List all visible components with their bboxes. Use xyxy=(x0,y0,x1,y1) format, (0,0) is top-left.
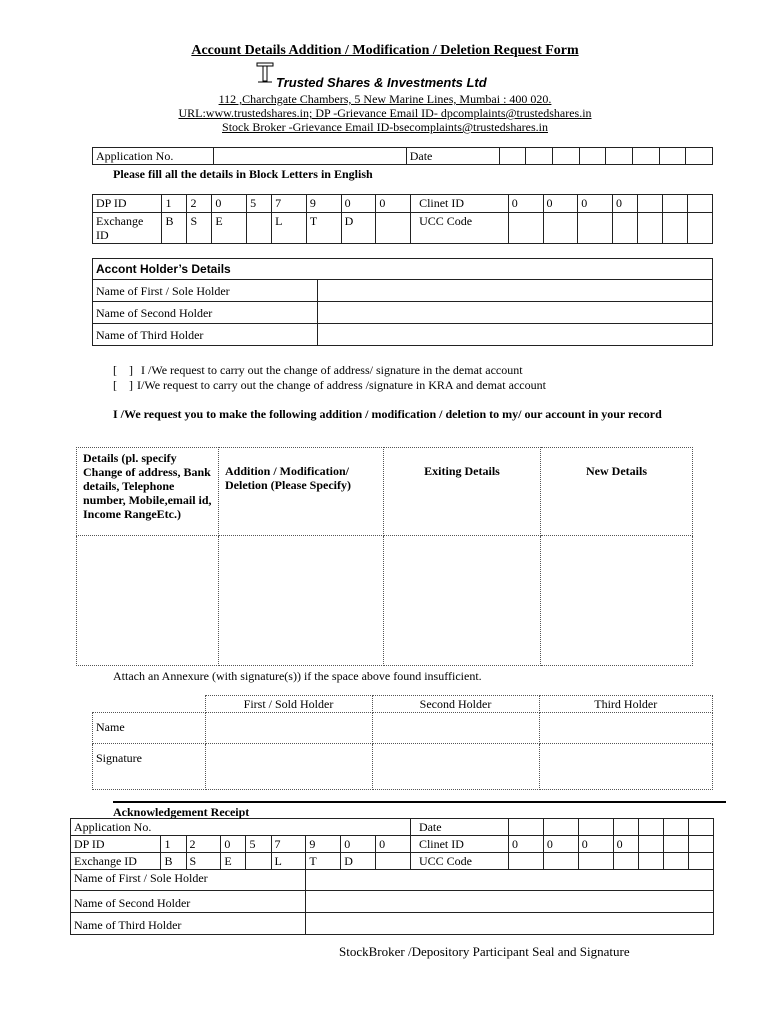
second-holder-column: Second Holder xyxy=(372,696,539,713)
ack-dp-id-digit[interactable]: 2 xyxy=(186,836,221,853)
ack-date-box[interactable] xyxy=(613,819,638,836)
ucc-box[interactable] xyxy=(543,213,578,244)
first-holder-column: First / Sold Holder xyxy=(205,696,372,713)
client-id-digit[interactable]: 0 xyxy=(543,195,578,213)
ack-date-label: Date xyxy=(410,819,508,836)
dp-id-digit[interactable]: 7 xyxy=(272,195,307,213)
ack-ucc-box[interactable] xyxy=(543,853,578,870)
broker-grievance-line: Stock Broker -Grievance Email ID-bsecomplaints@trustedshares.in xyxy=(222,120,548,134)
company-name: Trusted Shares & Investments Ltd xyxy=(276,75,487,90)
dp-id-table xyxy=(92,194,713,244)
ack-exchange-id-char[interactable]: S xyxy=(186,853,221,870)
request-checkbox-2[interactable]: [ ] xyxy=(113,378,133,392)
third-holder-field[interactable] xyxy=(318,324,713,346)
date-label: Date xyxy=(406,148,499,165)
cut-line xyxy=(113,801,726,803)
client-id-digit[interactable]: 0 xyxy=(612,195,637,213)
form-title: Account Details Addition / Modification / Deletion Request Form xyxy=(191,43,579,58)
ack-dp-id-digit[interactable]: 7 xyxy=(271,836,306,853)
ack-third-holder-label: Name of Third Holder xyxy=(71,913,306,935)
client-id-digit[interactable] xyxy=(662,195,687,213)
ucc-box[interactable] xyxy=(687,213,712,244)
second-holder-signature-field[interactable] xyxy=(372,744,539,790)
ack-client-id-digit[interactable]: 0 xyxy=(543,836,578,853)
ack-client-id-digit[interactable] xyxy=(663,836,688,853)
ucc-box[interactable] xyxy=(662,213,687,244)
ack-client-id-digit[interactable] xyxy=(688,836,713,853)
holder-details-title: Accont Holder’s Details xyxy=(93,259,713,280)
ack-dp-id-label: DP ID xyxy=(71,836,161,853)
request-statement: I /We request you to make the following addition / modification / deletion to my/ our account in your record xyxy=(113,407,662,421)
action-column-header: Addition / Modification/ Deletion (Please Specify) xyxy=(219,448,384,536)
ack-client-id-label: Clinet ID xyxy=(410,836,508,853)
third-holder-name-field[interactable] xyxy=(539,713,713,744)
first-holder-field[interactable] xyxy=(318,280,713,302)
date-box[interactable] xyxy=(526,148,553,165)
application-no-label: Application No. xyxy=(93,148,214,165)
ack-table xyxy=(70,818,714,935)
application-no-field[interactable] xyxy=(213,148,406,165)
date-box[interactable] xyxy=(579,148,606,165)
ack-ucc-box[interactable] xyxy=(578,853,613,870)
dp-id-digit[interactable]: 1 xyxy=(162,195,187,213)
existing-details-header: Exiting Details xyxy=(384,448,541,536)
ack-ucc-box[interactable] xyxy=(509,853,544,870)
ack-date-box[interactable] xyxy=(638,819,663,836)
company-address: 112 ,Charchgate Chambers, 5 New Marine Lines, Mumbai : 400 020. xyxy=(218,92,552,106)
date-box[interactable] xyxy=(552,148,579,165)
ack-dp-id-digit[interactable]: 5 xyxy=(246,836,271,853)
ack-date-box[interactable] xyxy=(543,819,578,836)
dp-id-digit[interactable]: 0 xyxy=(212,195,247,213)
exchange-id-label: Exchange ID xyxy=(93,213,162,244)
ack-dp-id-digit[interactable]: 0 xyxy=(341,836,376,853)
ack-client-id-digit[interactable]: 0 xyxy=(613,836,638,853)
ack-first-holder-label: Name of First / Sole Holder xyxy=(71,870,306,891)
holder-details-table xyxy=(92,258,713,346)
ack-exchange-id-char[interactable]: D xyxy=(341,853,376,870)
ack-exchange-id-char[interactable]: L xyxy=(271,853,306,870)
ack-exchange-id-char[interactable] xyxy=(246,853,271,870)
ack-exchange-id-char[interactable]: B xyxy=(161,853,186,870)
date-box[interactable] xyxy=(499,148,526,165)
ack-ucc-box[interactable] xyxy=(688,853,713,870)
exchange-id-char[interactable]: L xyxy=(272,213,307,244)
date-box[interactable] xyxy=(632,148,659,165)
details-column-header: Details (pl. specify Change of address, Bank details, Telephone number, Mobile,email id, Income RangeEtc.) xyxy=(77,448,219,536)
exchange-id-char[interactable] xyxy=(247,213,272,244)
seal-signature-label: StockBroker /Depository Participant Seal and Signature xyxy=(339,944,630,959)
first-holder-name-field[interactable] xyxy=(205,713,372,744)
details-field[interactable] xyxy=(77,536,219,666)
exchange-id-char[interactable] xyxy=(376,213,411,244)
ack-third-holder-field[interactable] xyxy=(306,913,714,935)
third-holder-column: Third Holder xyxy=(539,696,713,713)
first-holder-signature-field[interactable] xyxy=(205,744,372,790)
ucc-code-label: UCC Code xyxy=(411,213,509,244)
ucc-box[interactable] xyxy=(637,213,662,244)
second-holder-field[interactable] xyxy=(318,302,713,324)
client-id-digit[interactable]: 0 xyxy=(578,195,613,213)
third-holder-signature-field[interactable] xyxy=(539,744,713,790)
ack-ucc-box[interactable] xyxy=(663,853,688,870)
ack-exchange-id-label: Exchange ID xyxy=(71,853,161,870)
signature-table xyxy=(92,695,713,790)
dp-id-digit[interactable]: 5 xyxy=(247,195,272,213)
ack-dp-id-digit[interactable]: 0 xyxy=(376,836,411,853)
ack-title: Acknowledgement Receipt xyxy=(113,805,250,819)
request-line-1: I /We request to carry out the change of address/ signature in the demat account xyxy=(141,363,523,377)
ack-date-box[interactable] xyxy=(509,819,544,836)
ack-dp-id-digit[interactable]: 1 xyxy=(161,836,186,853)
ucc-box[interactable] xyxy=(578,213,613,244)
second-holder-name-field[interactable] xyxy=(372,713,539,744)
ack-second-holder-field[interactable] xyxy=(306,891,714,913)
client-id-digit[interactable] xyxy=(637,195,662,213)
ack-dp-id-digit[interactable]: 0 xyxy=(221,836,246,853)
ack-client-id-digit[interactable]: 0 xyxy=(509,836,544,853)
new-details-header: New Details xyxy=(541,448,693,536)
annexure-note: Attach an Annexure (with signature(s)) if the space above found insufficient. xyxy=(113,669,482,683)
existing-details-field[interactable] xyxy=(384,536,541,666)
client-id-digit[interactable]: 0 xyxy=(508,195,543,213)
dp-id-digit[interactable]: 2 xyxy=(187,195,212,213)
ucc-box[interactable] xyxy=(612,213,637,244)
ack-date-box[interactable] xyxy=(688,819,713,836)
ack-application-no-label: Application No. xyxy=(71,819,411,836)
date-box[interactable] xyxy=(659,148,686,165)
url-line: URL:www.trustedshares.in; DP -Grievance Email ID- dpcomplaints@trustedshares.in xyxy=(178,106,592,120)
ucc-box[interactable] xyxy=(508,213,543,244)
ack-dp-id-digit[interactable]: 9 xyxy=(306,836,341,853)
client-id-label: Clinet ID xyxy=(411,195,509,213)
ack-exchange-id-char[interactable]: E xyxy=(221,853,246,870)
dp-id-label: DP ID xyxy=(93,195,162,213)
name-row-label: Name xyxy=(93,713,206,744)
action-field[interactable] xyxy=(219,536,384,666)
ack-ucc-box[interactable] xyxy=(638,853,663,870)
third-holder-label: Name of Third Holder xyxy=(93,324,318,346)
first-holder-label: Name of First / Sole Holder xyxy=(93,280,318,302)
second-holder-label: Name of Second Holder xyxy=(93,302,318,324)
ack-exchange-id-char[interactable] xyxy=(376,853,411,870)
ack-ucc-box[interactable] xyxy=(613,853,638,870)
application-row xyxy=(92,147,713,165)
ack-first-holder-field[interactable] xyxy=(306,870,714,891)
ack-date-box[interactable] xyxy=(578,819,613,836)
ack-second-holder-label: Name of Second Holder xyxy=(71,891,306,913)
exchange-id-char[interactable]: S xyxy=(187,213,212,244)
client-id-digit[interactable] xyxy=(687,195,712,213)
request-line-2: I/We request to carry out the change of address /signature in KRA and demat account xyxy=(137,378,546,392)
ack-client-id-digit[interactable]: 0 xyxy=(578,836,613,853)
request-checkbox-1[interactable]: [ ] xyxy=(113,363,133,377)
block-letters-note: Please fill all the details in Block Letters in English xyxy=(113,167,373,181)
signature-row-label: Signature xyxy=(93,744,206,790)
date-box[interactable] xyxy=(686,148,713,165)
exchange-id-char[interactable]: E xyxy=(212,213,247,244)
exchange-id-char[interactable]: T xyxy=(306,213,341,244)
ack-date-box[interactable] xyxy=(663,819,688,836)
dp-id-digit[interactable]: 9 xyxy=(306,195,341,213)
signature-corner xyxy=(93,696,206,713)
ack-client-id-digit[interactable] xyxy=(638,836,663,853)
date-box[interactable] xyxy=(606,148,633,165)
dp-id-digit[interactable]: 0 xyxy=(376,195,411,213)
dp-id-digit[interactable]: 0 xyxy=(341,195,376,213)
modification-table xyxy=(76,447,693,666)
exchange-id-char[interactable]: B xyxy=(162,213,187,244)
exchange-id-char[interactable]: D xyxy=(341,213,376,244)
logo-icon xyxy=(256,62,274,84)
new-details-field[interactable] xyxy=(541,536,693,666)
ack-ucc-code-label: UCC Code xyxy=(410,853,508,870)
ack-exchange-id-char[interactable]: T xyxy=(306,853,341,870)
